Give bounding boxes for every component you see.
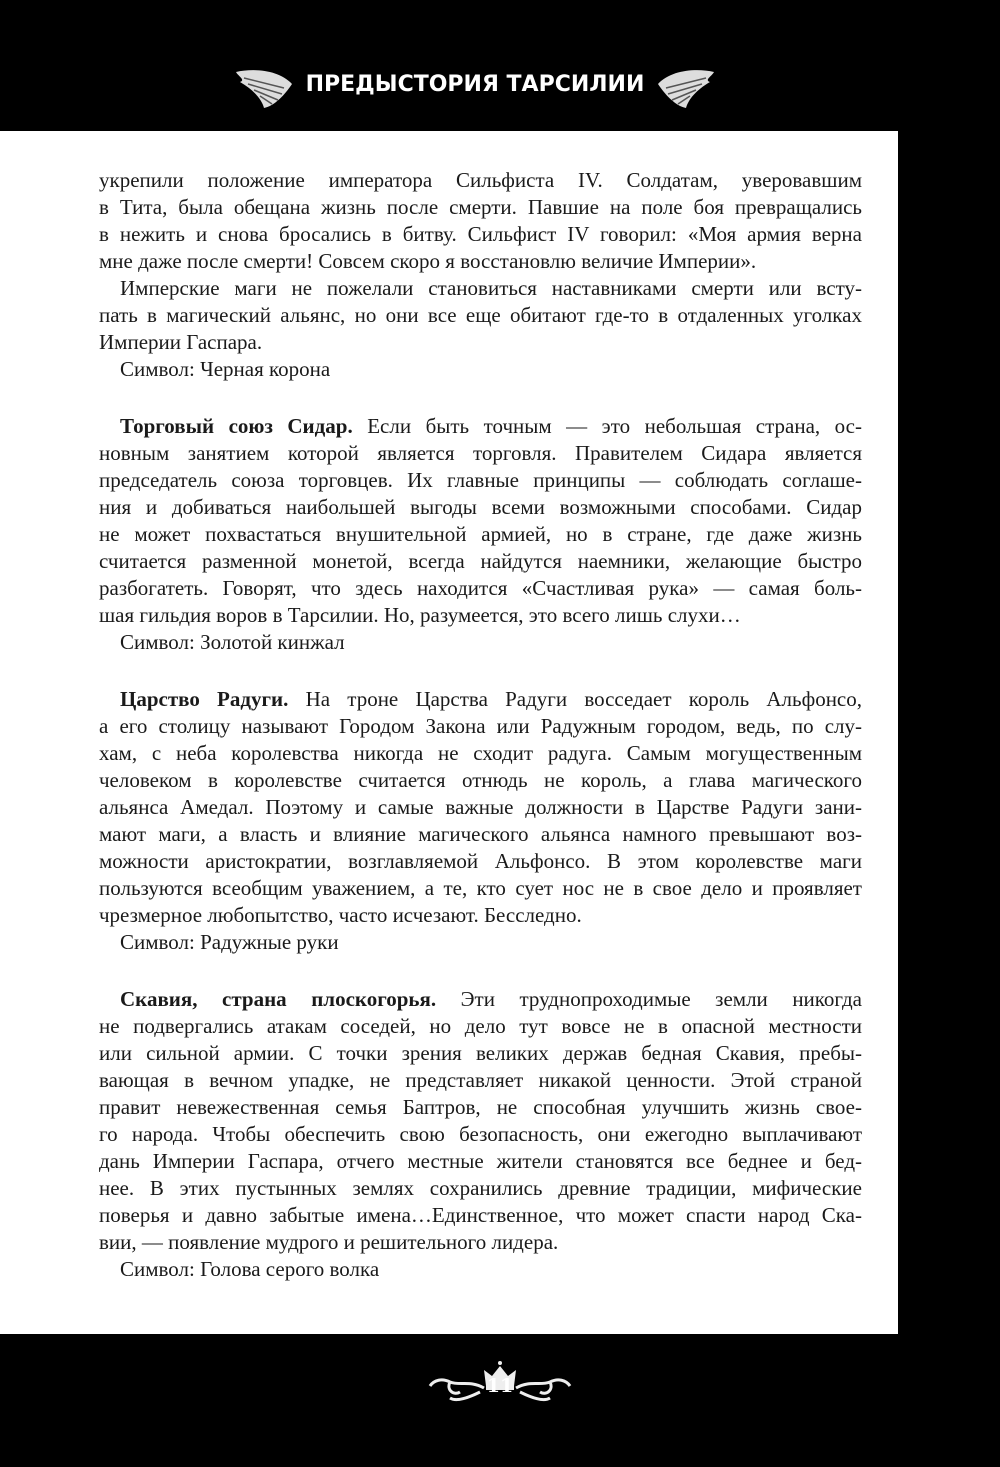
text-line xyxy=(99,602,862,629)
text-line xyxy=(99,1121,862,1148)
line-text: Империи Гаспара. xyxy=(99,330,263,354)
line-text: Эти труднопроходимые земли никогда xyxy=(436,987,862,1011)
line-text: вии, — появление мудрого и решительного лидера. xyxy=(99,1230,559,1254)
text-line xyxy=(99,1013,862,1040)
section xyxy=(99,167,862,383)
section-heading: Торговый союз Сидар. xyxy=(120,414,353,438)
text-line xyxy=(99,902,862,929)
text-line xyxy=(99,167,862,194)
text-line xyxy=(99,248,862,275)
line-text: нее. В этих пустынных землях сохранились древние традиции, мифические xyxy=(99,1176,862,1200)
line-text: вающая в вечном упадке, не представляет никакой ценности. Этой страной xyxy=(99,1068,862,1092)
line-text: а его столицу называют Городом Закона или Радужным городом, ведь, по слу- xyxy=(99,714,862,738)
section-heading: Царство Радуги. xyxy=(120,687,289,711)
page-number: 11 xyxy=(486,1375,514,1397)
line-text: дань Империи Гаспара, отчего местные жители становятся все беднее и бед- xyxy=(99,1149,862,1173)
running-title: ПРЕДЫСТОРИЯ ТАРСИЛИИ xyxy=(305,72,645,97)
text-line xyxy=(99,1229,862,1256)
text-line xyxy=(99,1040,862,1067)
text-line xyxy=(99,1094,862,1121)
text-line xyxy=(99,713,862,740)
section xyxy=(99,986,862,1283)
text-line xyxy=(99,413,862,440)
line-text: в Тита, была обещана жизнь после смерти. Павшие на поле боя превращались xyxy=(99,195,862,219)
line-text: Имперские маги не пожелали становиться наставниками смерти или всту- xyxy=(120,276,862,300)
line-text: можности аристократии, возглавляемой Альфонсо. В этом королевстве маги xyxy=(99,849,862,873)
text-line xyxy=(99,767,862,794)
line-text: не подвергались атакам соседей, но дело тут вовсе не в опасной местности xyxy=(99,1014,862,1038)
section xyxy=(99,686,862,956)
line-text: альянса Амедал. Поэтому и самые важные должности в Царстве Радуги зани- xyxy=(99,795,862,819)
text-line xyxy=(99,356,862,383)
line-text: Символ: Голова серого волка xyxy=(120,1257,380,1281)
line-text: в нежить и снова бросались в битву. Сильфист IV говорил: «Моя армия верна xyxy=(99,222,862,246)
line-text: пать в магический альянс, но они все еще обитают где-то в отдаленных уголках xyxy=(99,303,862,327)
line-text: председатель союза торговцев. Их главные принципы — соблюдать соглаше- xyxy=(99,468,862,492)
line-text: человеком в королевстве считается отнюдь не король, а глава магического xyxy=(99,768,862,792)
text-line xyxy=(99,329,862,356)
line-text: новным занятием которой является торговля. Правителем Сидара является xyxy=(99,441,862,465)
text-line xyxy=(99,686,862,713)
line-text: ния и добиваться наибольшей выгоды всеми возможными способами. Сидар xyxy=(99,495,862,519)
line-text: укрепили положение императора Сильфиста IV. Солдатам, уверовавшим xyxy=(99,168,862,192)
page-header xyxy=(0,0,1000,131)
text-line xyxy=(99,275,862,302)
line-text: правит невежественная семья Баптров, не способная улучшить жизнь свое- xyxy=(99,1095,862,1119)
line-text: считается разменной монетой, всегда найдутся наемники, желающие быстро xyxy=(99,549,862,573)
section-heading: Скавия, страна плоскогорья. xyxy=(120,987,437,1011)
text-line xyxy=(99,194,862,221)
line-text: пользуются всеобщим уважением, а те, кто сует нос не в свое дело и проявляет xyxy=(99,876,862,900)
text-line xyxy=(99,302,862,329)
line-text: чрезмерное любопытство, часто исчезают. Бесследно. xyxy=(99,903,582,927)
text-line xyxy=(99,986,862,1013)
line-text: Символ: Золотой кинжал xyxy=(120,630,345,654)
wing-right-icon xyxy=(656,66,716,110)
line-text: На троне Царства Радуги восседает король Альфонсо, xyxy=(288,687,862,711)
line-text: Символ: Черная корона xyxy=(120,357,331,381)
text-line xyxy=(99,848,862,875)
text-line xyxy=(99,821,862,848)
text-line xyxy=(99,740,862,767)
line-text: не может похвастаться внушительной армией, но в стране, где даже жизнь xyxy=(99,522,862,546)
line-text: или сильной армии. С точки зрения великих держав бедная Скавия, пребы- xyxy=(99,1041,862,1065)
text-line xyxy=(99,629,862,656)
text-line xyxy=(99,548,862,575)
line-text: поверья и давно забытые имена…Единственное, что может спасти народ Ска- xyxy=(99,1203,862,1227)
line-text: разбогатеть. Говорят, что здесь находится «Счастливая рука» — самая боль- xyxy=(99,576,862,600)
text-line xyxy=(99,1148,862,1175)
line-text: Символ: Радужные руки xyxy=(120,930,339,954)
text-line xyxy=(99,929,862,956)
page-body xyxy=(0,131,898,1334)
line-text: Если быть точным — это небольшая страна, ос- xyxy=(352,414,862,438)
text-line xyxy=(99,1202,862,1229)
line-text: мне даже после смерти! Совсем скоро я восстановлю величие Империи». xyxy=(99,249,757,273)
body-text xyxy=(99,167,862,1313)
line-text: го народа. Чтобы обеспечить свою безопасность, они ежегодно выплачивают xyxy=(99,1122,862,1146)
text-line xyxy=(99,875,862,902)
text-line xyxy=(99,1256,862,1283)
page-footer xyxy=(0,1334,1000,1467)
text-line xyxy=(99,1067,862,1094)
line-text: хам, с неба королевства никогда не сходит радуга. Самым могущественным xyxy=(99,741,862,765)
text-line xyxy=(99,440,862,467)
text-line xyxy=(99,1175,862,1202)
line-text: мают маги, а власть и влияние магического альянса намного превышают воз- xyxy=(99,822,862,846)
text-line xyxy=(99,467,862,494)
line-text: шая гильдия воров в Тарсилии. Но, разумеется, это всего лишь слухи… xyxy=(99,603,741,627)
text-line xyxy=(99,794,862,821)
text-line xyxy=(99,575,862,602)
section xyxy=(99,413,862,656)
text-line xyxy=(99,494,862,521)
text-line xyxy=(99,521,862,548)
wing-left-icon xyxy=(234,66,294,110)
text-line xyxy=(99,221,862,248)
